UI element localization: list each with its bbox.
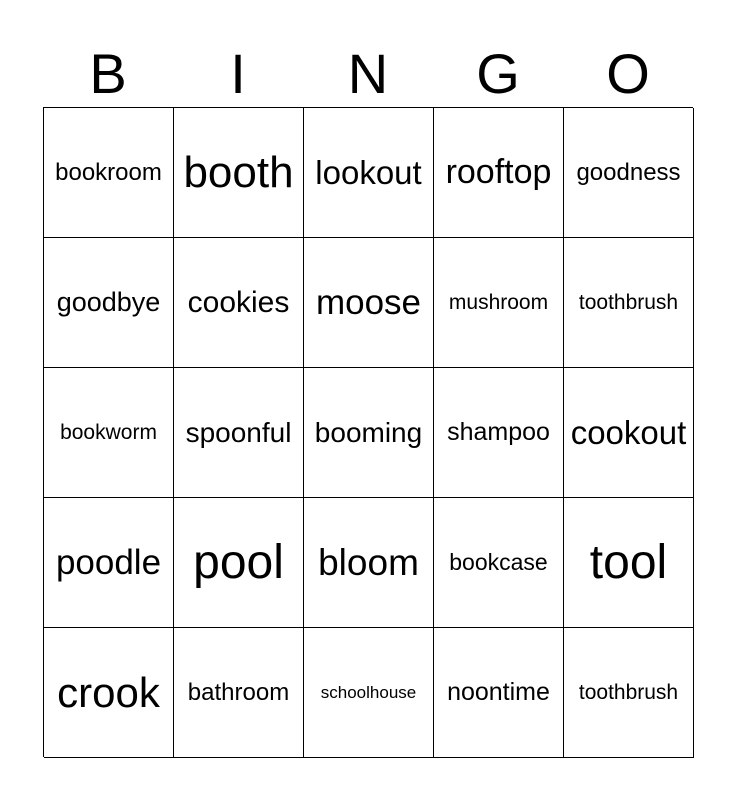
bingo-cell[interactable]: cookout bbox=[564, 368, 694, 498]
bingo-cell[interactable]: crook bbox=[44, 628, 174, 758]
bingo-cell[interactable]: cookies bbox=[174, 238, 304, 368]
bingo-card-grid bbox=[43, 107, 693, 757]
bingo-cell[interactable]: noontime bbox=[434, 628, 564, 758]
bingo-cell[interactable]: shampoo bbox=[434, 368, 564, 498]
bingo-cell[interactable]: bookworm bbox=[44, 368, 174, 498]
bingo-cell[interactable]: bloom bbox=[304, 498, 434, 628]
bingo-cell[interactable]: goodbye bbox=[44, 238, 174, 368]
bingo-cell[interactable]: poodle bbox=[44, 498, 174, 628]
bingo-cell[interactable]: mushroom bbox=[434, 238, 564, 368]
bingo-cell[interactable]: toothbrush bbox=[564, 238, 694, 368]
bingo-cell[interactable]: moose bbox=[304, 238, 434, 368]
bingo-cell[interactable]: bookroom bbox=[44, 108, 174, 238]
bingo-cell[interactable]: tool bbox=[564, 498, 694, 628]
bingo-cell[interactable]: toothbrush bbox=[564, 628, 694, 758]
bingo-cell[interactable]: bookcase bbox=[434, 498, 564, 628]
header-letter-b: B bbox=[89, 42, 127, 105]
bingo-cell[interactable]: schoolhouse bbox=[304, 628, 434, 758]
bingo-cell[interactable]: spoonful bbox=[174, 368, 304, 498]
bingo-cell[interactable]: pool bbox=[174, 498, 304, 628]
bingo-cell[interactable]: booming bbox=[304, 368, 434, 498]
bingo-cell[interactable]: lookout bbox=[304, 108, 434, 238]
bingo-cell[interactable]: goodness bbox=[564, 108, 694, 238]
header-letter-o: O bbox=[606, 42, 650, 105]
header-letter-i: I bbox=[230, 42, 246, 105]
bingo-cell[interactable]: rooftop bbox=[434, 108, 564, 238]
header-letter-n: N bbox=[347, 42, 389, 105]
bingo-header bbox=[43, 40, 693, 108]
bingo-cell[interactable]: bathroom bbox=[174, 628, 304, 758]
bingo-cell[interactable]: booth bbox=[174, 108, 304, 238]
header-letter-g: G bbox=[476, 42, 520, 105]
